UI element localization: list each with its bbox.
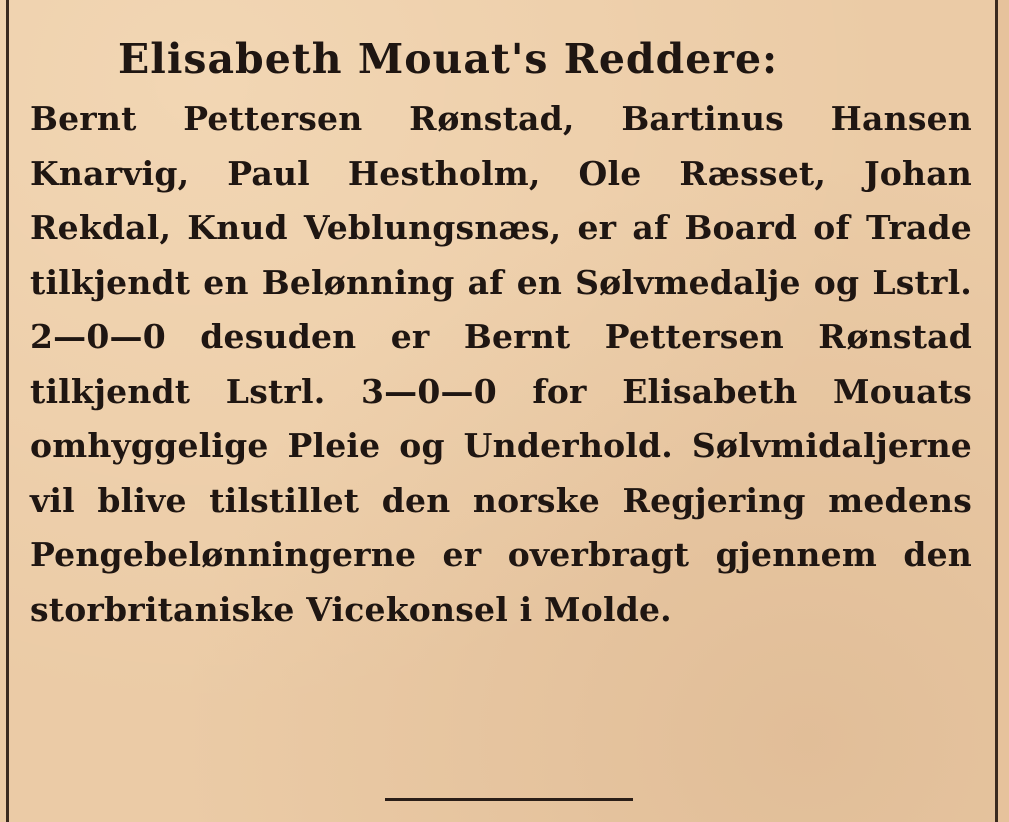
- article-headline: Elisabeth Mouat's Reddere:: [118, 35, 779, 83]
- article-body: Bernt Pettersen Rønstad, Bartinus Hansen Knarvig, Paul Hestholm, Ole Ræsset, Johan Rekdal, Knud Veblungsnæs, er af Board of Trade tilkjendt en Belønning af en Sølvmedalje og Lstrl. 2—0—0 desuden er Bernt Pettersen Rønstad tilkjendt Lstrl. 3—0—0 for Elisabeth Mouats omhyggelige Pleie og Underhold. Sølvmidaljerne vil blive tilstillet den norske Regjering medens Pengebelønningerne er overbragt gjennem den storbritaniske Vicekonsel i Molde.: [30, 99, 972, 629]
- section-divider: [385, 798, 633, 801]
- news-article: [30, 30, 972, 637]
- left-column-rule: [6, 0, 9, 822]
- adjacent-column-edge: [998, 0, 1009, 822]
